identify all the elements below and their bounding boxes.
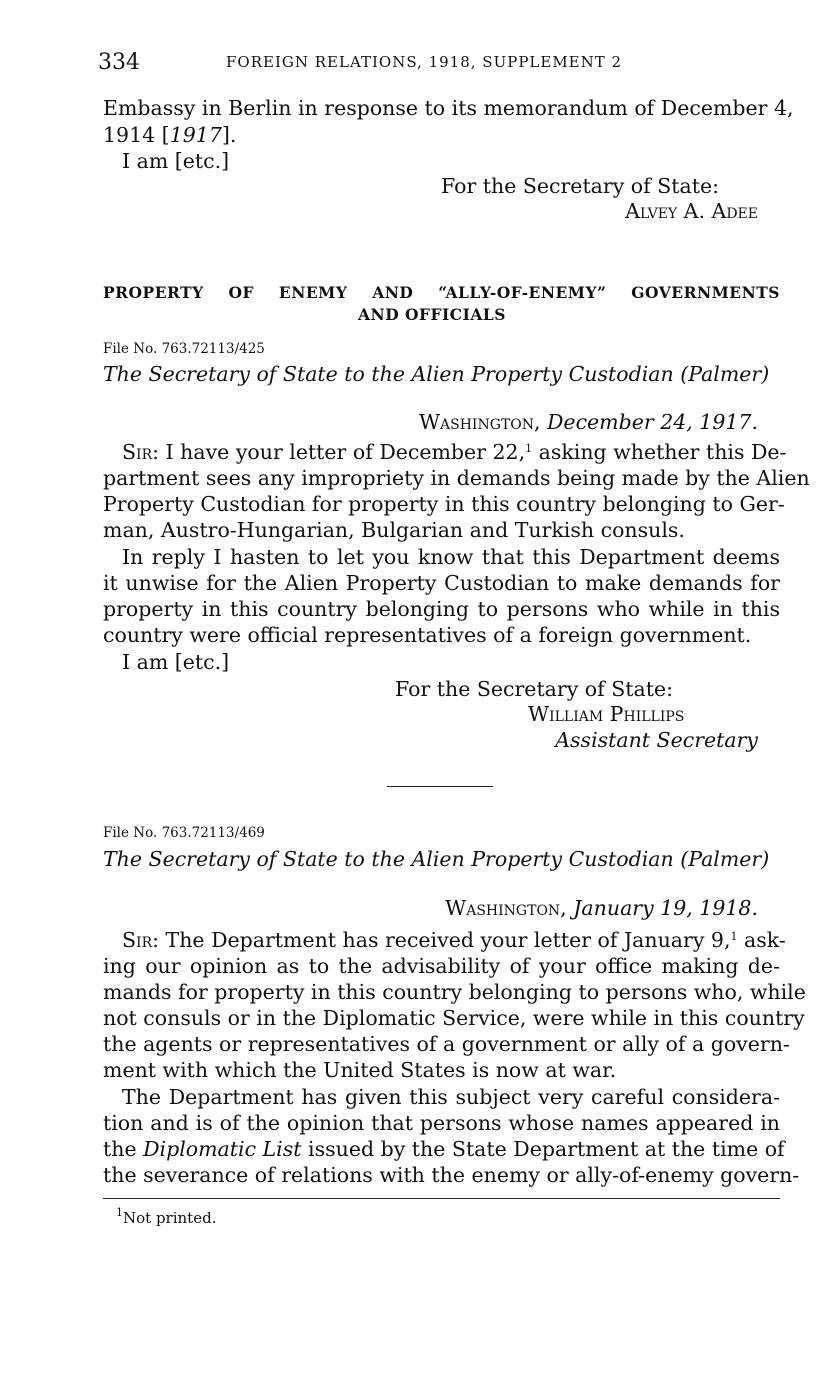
doc1-signature-name: William Phillips (528, 702, 685, 726)
doc2-para1-line-2: ing our opinion as to the advisability of your office making de- (103, 954, 780, 978)
doc2-para2-line-3: the Diplomatic List issued by the State Department at the time of (103, 1137, 785, 1161)
doc1-dateline: Washington, December 24, 1917. (418, 410, 758, 434)
doc1-para1-line-1: Sir: I have your letter of December 22,$^1$ asking whether this De- (122, 440, 787, 464)
doc1-para1-line-3: Property Custodian for property in this country belonging to Ger- (103, 492, 785, 516)
doc2-dateline: Washington, January 19, 1918. (445, 896, 758, 920)
continuation-signature-intro: For the Secretary of State: (441, 174, 720, 198)
continuation-line-2: 1914 [1917]. (103, 123, 237, 147)
footnote: $^1$Not printed. (116, 1206, 217, 1227)
continuation-closing: I am [etc.] (122, 149, 230, 173)
doc1-para2-line-1: In reply I hasten to let you know that this Department deems (122, 545, 780, 569)
doc2-title: The Secretary of State to the Alien Property Custodian (Palmer) (103, 847, 770, 871)
doc2-para2-line-4: the severance of relations with the enemy or ally-of-enemy govern- (103, 1163, 800, 1187)
doc1-para2-line-2: it unwise for the Alien Property Custodian to make demands for (103, 571, 780, 595)
doc1-title: The Secretary of State to the Alien Property Custodian (Palmer) (103, 362, 770, 386)
page-number: 334 (98, 50, 140, 75)
doc1-signature-intro: For the Secretary of State: (395, 677, 674, 701)
running-title: FOREIGN RELATIONS, 1918, SUPPLEMENT 2 (226, 53, 623, 71)
doc1-para2-line-4: country were official representatives of a foreign government. (103, 623, 752, 647)
footnote-rule (103, 1198, 780, 1199)
section-heading-line-2: AND OFFICIALS (358, 305, 506, 324)
doc2-para2-line-2: tion and is of the opinion that persons whose names appeared in (103, 1111, 780, 1135)
doc1-signature-title: Assistant Secretary (555, 728, 758, 752)
doc2-file-number: File No. 763.72113/469 (103, 825, 265, 841)
doc1-para1-line-2: partment sees any impropriety in demands being made by the Alien (103, 466, 810, 490)
doc2-para1-line-5: the agents or representatives of a government or ally of a govern- (103, 1032, 790, 1056)
doc2-para1-line-4: not consuls or in the Diplomatic Service, were while in this country (103, 1006, 805, 1030)
doc1-para2-line-3: property in this country belonging to persons who while in this (103, 597, 780, 621)
continuation-line-1: Embassy in Berlin in response to its memorandum of December 4, (103, 96, 794, 120)
separator-rule (387, 786, 493, 787)
doc2-para1-line-1: Sir: The Department has received your letter of January 9,$^1$ ask- (122, 928, 786, 952)
doc1-para1-line-4: man, Austro-Hungarian, Bulgarian and Turkish consuls. (103, 518, 685, 542)
doc2-para2-line-1: The Department has given this subject very careful considera- (122, 1085, 780, 1109)
section-heading-line-1: PROPERTY OF ENEMY AND “ALLY-OF-ENEMY” GOVERNMENTS (103, 283, 780, 302)
continuation-signature-name: Alvey A. Adee (625, 199, 758, 223)
doc2-para1-line-3: mands for property in this country belonging to persons who, while (103, 980, 806, 1004)
doc1-file-number: File No. 763.72113/425 (103, 341, 265, 357)
doc2-para1-line-6: ment with which the United States is now at war. (103, 1058, 617, 1082)
doc1-closing: I am [etc.] (122, 650, 230, 674)
